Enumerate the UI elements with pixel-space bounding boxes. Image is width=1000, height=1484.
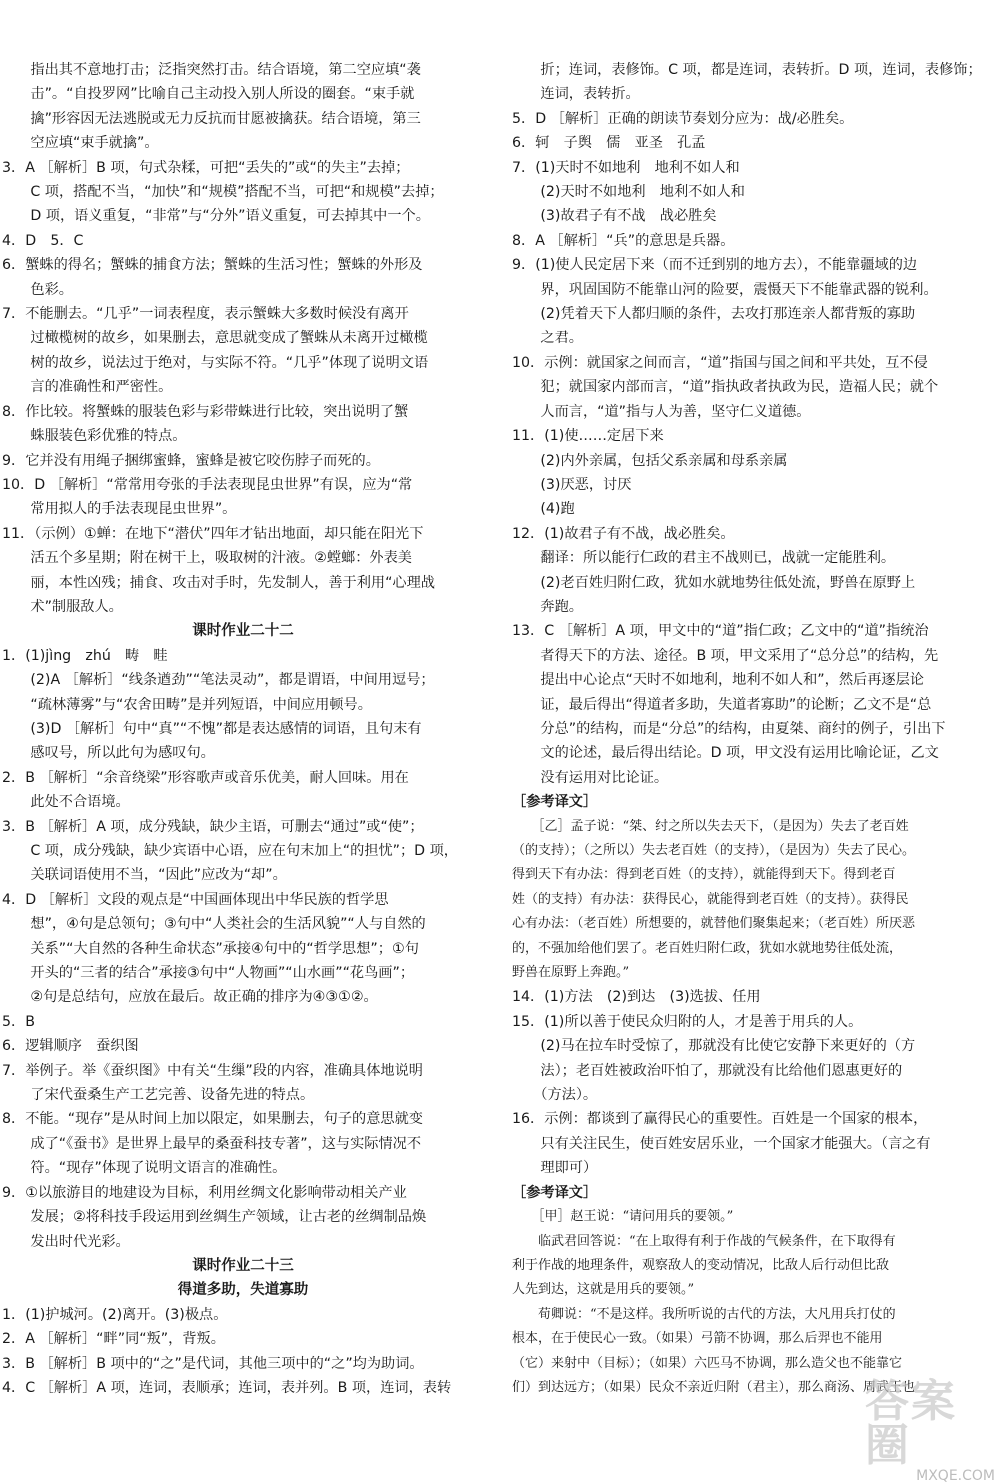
reference-heading: ［参考译文］ — [512, 794, 598, 811]
answer-line: 4．D 5．C — [2, 232, 84, 249]
answer-line: 11．(1)使……定居下来 — [512, 428, 664, 445]
answer-line: 分总”的结构，而是“分总”的结构，由夏桀、商纣的例子，引出下 — [512, 720, 946, 737]
answer-line: 16．示例：都谈到了赢得民心的重要性。百姓是一个国家的根本， — [512, 1111, 928, 1128]
answer-line: 蛛服装色彩优雅的特点。 — [2, 428, 187, 445]
answer-line: 空应填“束手就擒”。 — [2, 135, 159, 152]
translation-line: 利于作战的地理条件，观察敌人的变动情况，比敌人后行动但比敌 — [512, 1257, 890, 1273]
watermark — [865, 1376, 995, 1484]
answer-line: C 项，成分残缺，缺少宾语中心语，应在句末加上“的担忧”；D 项， — [2, 843, 458, 859]
translation-line: 得到天下有办法：得到老百姓（的支持），就能得到天下。得到老百 — [512, 867, 896, 883]
answer-line: 此处不合语境。 — [2, 794, 130, 811]
answer-line: 过橄榄树的故乡，如果删去，意思就变成了蟹蛛从未离开过橄榄 — [2, 330, 428, 347]
answer-line: ②句是总结句，应放在最后。故正确的排序为④③①②。 — [2, 989, 378, 1006]
translation-line: 心有办法：（老百姓）所想要的，就替他们聚集起来；（老百姓）所厌恶 — [512, 916, 916, 932]
answer-line: 法）；老百姓被政治吓怕了，那就没有比给他们恩惠更好的 — [512, 1062, 903, 1079]
left-column — [2, 58, 484, 1400]
answer-line: 连词，表转折。 — [512, 86, 640, 103]
answer-line: 树的故乡，说法过于绝对，与实际不符。“几乎”体现了说明文语 — [2, 354, 429, 371]
answer-line: (2)内外亲属，包括父系亲属和母系亲属 — [512, 452, 788, 469]
answer-line: 只有关注民生，使百姓安居乐业，一个国家才能强大。（言之有 — [512, 1135, 931, 1152]
watermark-url: MXQE.COM — [916, 1468, 995, 1484]
answer-line: 奔跑。 — [512, 598, 583, 615]
translation-line: 姓（的支持）有办法：获得民心，就能得到老百姓（的支持）。获得民 — [512, 891, 909, 907]
answer-line: 折；连词，表修饰。C 项，都是连词，表转折。D 项，连词，表修饰； — [512, 62, 982, 78]
answer-line: 3．B ［解析］A 项，成分残缺，缺少主语，可删去“通过”或“使”； — [2, 818, 424, 835]
answer-line: 之君。 — [512, 330, 583, 347]
answer-line: 成了“《蚕书》是世界上最早的桑蚕科技专著”，这与实际情况不 — [2, 1135, 422, 1152]
answer-line: 9．(1)使人民定居下来（而不迁到别的地方去），不能靠疆域的边 — [512, 257, 918, 274]
answer-line: 7．不能删去。“几乎”一词表程度，表示蟹蛛大多数时候没有离开 — [2, 306, 409, 323]
answer-line: (2)马在拉车时受惊了，那就没有比使它安静下来更好的（方 — [512, 1038, 916, 1055]
answer-line: 3．A ［解析］B 项，句式杂糅，可把“丢失的”或“的失主”去掉； — [2, 159, 410, 176]
section-heading: 课时作业二十二 — [192, 623, 294, 640]
answer-line: 犯；就国家内部而言，“道”指执政者执政为民，造福人民；就个 — [512, 379, 939, 396]
answer-line: 10．D ［解析］“常常用夸张的手法表现昆虫世界”有误，应为“常 — [2, 476, 413, 493]
answer-line: 常用拟人的手法表现昆虫世界”。 — [2, 501, 237, 518]
translation-line: 临武君回答说：“在上取得有利于作战的气候条件，在下取得有 — [512, 1233, 896, 1249]
answer-line: 关系”“大自然的各种生命状态”承接④句中的“哲学思想”；①句 — [2, 940, 419, 957]
answer-line: 1．(1)护城河。(2)离开。(3)极点。 — [2, 1306, 228, 1323]
answer-line: 文的论述，最后得出结论。D 项，甲文没有运用比喻论证，乙文 — [512, 745, 939, 762]
answer-line: (2)天时不如地利 地利不如人和 — [512, 184, 745, 201]
watermark-logo: 答案圈 — [865, 1376, 957, 1471]
answer-line: 10．示例：就国家之间而言，“道”指国与国之间和平共处，互不侵 — [512, 354, 928, 371]
answer-line: (4)跑 — [512, 501, 575, 518]
translation-line: 的，不强加给他们罢了。老百姓归附仁政，犹如水就地势往低处流， — [512, 940, 903, 956]
answer-line: 了宋代蚕桑生产工艺完善、设备先进的特点。 — [2, 1087, 315, 1104]
section-heading: 课时作业二十三 — [192, 1257, 294, 1274]
answer-line: 指出其不意地打击；泛指突然打击。结合语境，第二空应填“袭 — [2, 62, 421, 78]
answer-line: 13．C ［解析］A 项，甲文中的“道”指仁政；乙文中的“道”指统治 — [512, 623, 929, 640]
answer-line: 术”制服敌人。 — [2, 598, 123, 615]
answer-line: 2．A ［解析］“畔”同“叛”，背叛。 — [2, 1331, 225, 1348]
answer-line: 界，巩固国防不能靠山河的险要，震慑天下不能靠武器的锐利。 — [512, 281, 938, 298]
answer-line: 色彩。 — [2, 281, 73, 298]
answer-line: 理即可） — [512, 1160, 598, 1177]
answer-line: 12．(1)故君子有不战，战必胜矣。 — [512, 525, 735, 542]
answer-line: 6．逻辑顺序 蚕织图 — [2, 1038, 139, 1055]
translation-line: 人先到达，这就是用兵的要领。” — [512, 1282, 695, 1298]
answer-line: （方法）。 — [512, 1087, 598, 1104]
answer-line: 感叹号，所以此句为感叹句。 — [2, 745, 215, 762]
translation-line: ［甲］赵王说：“请问用兵的要领。” — [512, 1209, 734, 1225]
answer-line: 6．轲 子舆 儒 亚圣 孔孟 — [512, 135, 706, 152]
answer-line: (2)凭着天下人都归顺的条件，去攻打那连亲人都背叛的寡助 — [512, 306, 916, 323]
answer-line: 丽，本性凶残；捕食、攻击对手时，先发制人，善于利用“心理战 — [2, 574, 435, 591]
translation-line: 荀卿说：“不是这样。我所听说的古代的方法，大凡用兵打仗的 — [512, 1306, 896, 1322]
answer-line: 关联词语使用不当，“因此”应改为“却”。 — [2, 867, 287, 884]
answer-line: 15．(1)所以善于使民众归附的人，才是善于用兵的人。 — [512, 1013, 863, 1030]
translation-line: 根本，在于使民心一致。（如果）弓箭不协调，那么后羿也不能用 — [512, 1331, 883, 1347]
answer-line: 击”。“自投罗网”比喻自己主动投入别人所设的圈套。“束手就 — [2, 86, 415, 103]
answer-line: 发展；②将科技手段运用到丝绸生产领域，让古老的丝绸制品焕 — [2, 1209, 427, 1226]
reference-heading: ［参考译文］ — [512, 1184, 598, 1201]
answer-line: 符。“现存”体现了说明文语言的准确性。 — [2, 1160, 287, 1177]
answer-line: 人而言，“道”指与人为善，坚守仁义道德。 — [512, 403, 811, 420]
answer-line: D 项，语义重复，“非常”与“分外”语义重复，可去掉其中一个。 — [2, 208, 430, 225]
answer-line: 5．D ［解析］正确的朗读节奏划分应为：战/必胜矣。 — [512, 110, 854, 127]
answer-line: 7．举例子。举《蚕织图》中有关“生缫”段的内容，准确具体地说明 — [2, 1062, 423, 1079]
answer-line: 2．B ［解析］“余音绕梁”形容歌声或音乐优美，耐人回味。用在 — [2, 769, 409, 786]
answer-line: “疏林薄雾”与“农舍田畴”是并列短语，中间应用顿号。 — [2, 696, 372, 713]
translation-line: 们）到达远方；（如果）民众不亲近归附（君主），那么商汤、周武王也 — [512, 1379, 916, 1395]
answer-line: 8．A ［解析］“兵”的意思是兵器。 — [512, 232, 735, 249]
translation-line: （的支持）；（之所以）失去老百姓（的支持），（是因为）失去了民心。 — [512, 843, 916, 858]
answer-line: (3)D ［解析］句中“真”“不愧”都是表达感情的词语，且句末有 — [2, 720, 422, 737]
translation-line: 野兽在原野上奔跑。” — [512, 965, 630, 981]
answer-line: 开头的“三者的结合”承接③句中“人物画”“山水画”“花鸟画”； — [2, 965, 415, 982]
answer-line: 14．(1)方法 (2)到达 (3)选拔、任用 — [512, 989, 761, 1006]
answer-line: 没有运用对比论证。 — [512, 769, 669, 786]
translation-line: （它）来射中（目标）；（如果）六匹马不协调，那么造父也不能靠它 — [512, 1355, 903, 1371]
answer-line: 想”，④句是总领句；③句中“人类社会的生活风貌”“人与自然的 — [2, 916, 426, 933]
answer-line: 提出中心论点“天时不如地利，地利不如人和”，然后再逐层论 — [512, 672, 924, 689]
answer-line: 4．C ［解析］A 项，连词，表顺承；连词，表并列。B 项，连词，表转 — [2, 1379, 452, 1396]
section-heading: 得道多助，失道寡助 — [177, 1282, 309, 1299]
answer-line: 8．不能。“现存”是从时间上加以限定，如果删去，句子的意思就变 — [2, 1111, 423, 1128]
answer-line: 6．蟹蛛的得名；蟹蛛的捕食方法；蟹蛛的生活习性；蟹蛛的外形及 — [2, 257, 423, 274]
answer-line: C 项，搭配不当，“加快”和“规模”搭配不当，可把“和规模”去掉； — [2, 184, 444, 201]
answer-line: 3．B ［解析］B 项中的“之”是代词，其他三项中的“之”均为助词。 — [2, 1355, 424, 1372]
answer-line: 9．它并没有用绳子捆绑蜜蜂，蜜蜂是被它咬伤脖子而死的。 — [2, 452, 380, 469]
answer-line: (3)故君子有不战 战必胜矣 — [512, 208, 717, 225]
answer-line: (3)厌恶，讨厌 — [512, 476, 632, 493]
answer-line: 1．(1)jìng zhú 畴 畦 — [2, 647, 168, 664]
answer-line: (2)老百姓归附仁政，犹如水就地势往低处流，野兽在原野上 — [512, 574, 916, 591]
answer-line: 擒”形容因无法逃脱或无力反抗而甘愿被擒获。结合语境，第三 — [2, 110, 421, 127]
translation-line: ［乙］孟子说：“桀、纣之所以失去天下，（是因为）失去了老百姓 — [512, 818, 909, 834]
answer-line: 翻译：所以能行仁政的君主不战则已，战就一定能胜利。 — [512, 550, 896, 567]
answer-line: 言的准确性和严密性。 — [2, 379, 173, 396]
answer-line: 7．(1)天时不如地利 地利不如人和 — [512, 159, 740, 176]
answer-line: 活五个多星期；附在树干上，吸取树的汁液。②螳螂：外表美 — [2, 550, 412, 567]
answer-line: 4．D ［解析］文段的观点是“中国画体现出中华民族的哲学思 — [2, 891, 389, 908]
answer-line: (2)A ［解析］“线条遒劲”“笔法灵动”，都是谓语，中间用逗号； — [2, 672, 435, 689]
answer-line: 者得天下的方法、途径。B 项，甲文采用了“总分总”的结构，先 — [512, 647, 939, 664]
answer-line: 8．作比较。将蟹蛛的服装色彩与彩带蛛进行比较，突出说明了蟹 — [2, 403, 409, 420]
answer-line: 9．①以旅游目的地建设为目标，利用丝绸文化影响带动相关产业 — [2, 1184, 407, 1201]
answer-line: 证，最后得出“得道者多助，失道者寡助”的论断；乙文不是“总 — [512, 696, 932, 713]
answer-line: 5．B — [2, 1013, 35, 1030]
answer-line: 11．（示例）①蝉：在地下“潜伏”四年才钻出地面，却只能在阳光下 — [2, 525, 424, 542]
answer-line: 发出时代光彩。 — [2, 1233, 130, 1250]
right-column — [512, 58, 986, 1400]
